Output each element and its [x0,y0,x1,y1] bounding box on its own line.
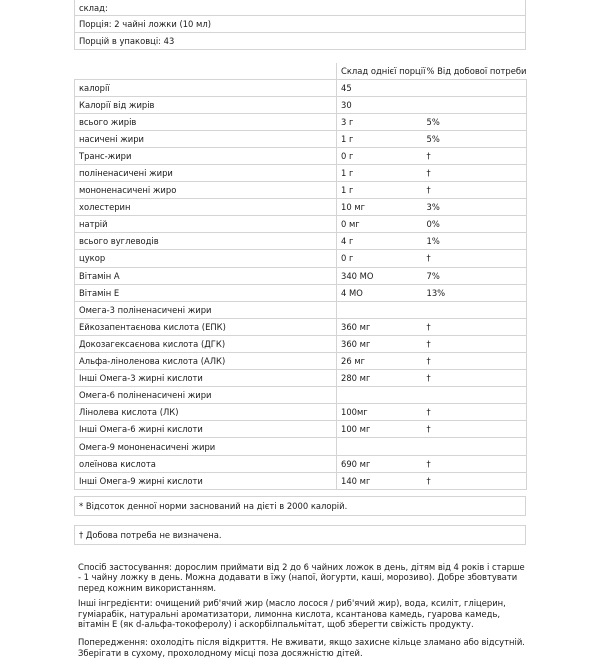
nutrient-amount: 0 мг [337,216,423,233]
nutrient-name: Альфа-ліноленова кислота (АЛК) [75,353,337,370]
table-row [75,233,527,250]
nutrient-name: Транс-жири [75,147,337,164]
nutrient-amount: 0 г [337,250,423,267]
group-title: Омега-6 поліненасичені жири [75,387,337,404]
daily-value-column-header: % Від добової потреби [426,65,527,76]
nutrient-daily-value: 0% [423,216,527,233]
nutrition-table [74,63,527,490]
nutrient-daily-value: † [423,370,527,387]
nutrient-name: Докозагексаєнова кислота (ДГК) [75,335,337,352]
nutrient-name: Інші Омега-6 жирні кислоти [75,421,337,438]
table-row [75,250,527,267]
nutrient-amount: 3 г [337,113,423,130]
nutrient-daily-value: † [423,164,527,181]
table-group-row [75,438,527,455]
nutrient-amount: 4 г [337,233,423,250]
table-row [75,164,527,181]
nutrient-amount: 30 [337,96,423,113]
table-group-row [75,387,527,404]
other-ingredients-paragraph: Інші інгредієнти: очищений риб'ячий жир (масло лосося / риб'ячий жир), вода, ксиліт, гліцерин, гуміарабік, натуральні ароматизатори, лимонна кислота, ксантанова камедь, гуарова камедь, вітамін Е (як d-альфа-токоферолу) і аскорбілпальмітат, щоб зберегти свіжість продукту. [78,597,506,630]
nutrient-name: Інші Омега-9 жирні кислоти [75,472,337,489]
nutrient-daily-value: 5% [423,113,527,130]
table-row [75,421,527,438]
group-title: Омега-3 поліненасичені жири [75,301,337,318]
nutrient-daily-value: † [423,353,527,370]
nutrient-amount: 10 мг [337,199,423,216]
nutrient-amount: 100 мг [337,421,423,438]
nutrient-daily-value: 5% [423,130,527,147]
nutrient-amount: 0 г [337,147,423,164]
nutrient-amount: 1 г [337,164,423,181]
nutrient-amount: 26 мг [337,353,423,370]
nutrient-daily-value: † [423,250,527,267]
table-header-row [75,63,527,79]
nutrient-daily-value: † [423,147,527,164]
nutrient-name: цукор [75,250,337,267]
nutrient-amount: 4 МО [337,284,423,301]
nutrient-amount: 360 мг [337,335,423,352]
table-row [75,199,527,216]
nutrient-name: Вітамін А [75,267,337,284]
nutrient-name: калорії [75,79,337,96]
serving-size-row: Порція: 2 чайні ложки (10 мл) [74,16,526,33]
nutrient-daily-value: † [423,318,527,335]
not-established-note: † Добова потреба не визначена. [74,525,526,545]
nutrient-daily-value: 1% [423,233,527,250]
supplement-facts-page [74,0,526,658]
table-row [75,79,527,96]
table-group-row [75,301,527,318]
nutrient-amount: 690 мг [337,455,423,472]
composition-label: склад: [74,0,526,16]
nutrient-daily-value [423,96,527,113]
table-row [75,130,527,147]
warning-paragraph: Попередження: охолодіть після відкриття. Не вживати, якщо захисне кільце зламано або відсутній. Зберігати в сухому, прохолодному місці поза досяжністю дітей. [78,636,525,658]
nutrient-name: насичені жири [75,130,337,147]
nutrient-daily-value: † [423,472,527,489]
nutrient-name: всього вуглеводів [75,233,337,250]
nutrient-amount: 1 г [337,182,423,199]
nutrient-daily-value: † [423,421,527,438]
nutrient-daily-value [423,79,527,96]
table-row [75,404,527,421]
nutrient-name: Інші Омега-3 жирні кислоти [75,370,337,387]
servings-per-container-row: Порцій в упаковці: 43 [74,33,526,50]
table-row [75,182,527,199]
nutrient-amount: 360 мг [337,318,423,335]
nutrient-name: мононенасичені жиро [75,182,337,199]
nutrient-amount: 340 МО [337,267,423,284]
table-row [75,370,527,387]
nutrient-name: Лінолева кислота (ЛК) [75,404,337,421]
table-row [75,335,527,352]
nutrient-name: Ейкозапентаєнова кислота (ЕПК) [75,318,337,335]
table-row [75,113,527,130]
table-row [75,472,527,489]
daily-value-note: * Відсоток денної норми заснований на дієті в 2000 калорій. [74,496,526,516]
nutrient-amount: 280 мг [337,370,423,387]
nutrient-daily-value: † [423,182,527,199]
nutrient-name: поліненасичені жири [75,164,337,181]
nutrient-daily-value: 13% [423,284,527,301]
nutrient-amount: 140 мг [337,472,423,489]
nutrient-amount: 100мг [337,404,423,421]
table-row [75,284,527,301]
nutrient-daily-value: † [423,404,527,421]
nutrient-amount: 45 [337,79,423,96]
nutrient-name: Вітамін Е [75,284,337,301]
table-row [75,96,527,113]
nutrient-daily-value: † [423,455,527,472]
nutrient-name: олеїнова кислота [75,455,337,472]
nutrient-name: Калорії від жирів [75,96,337,113]
nutrient-amount: 1 г [337,130,423,147]
table-row [75,455,527,472]
table-row [75,147,527,164]
table-row [75,216,527,233]
nutrient-name: натрій [75,216,337,233]
nutrient-daily-value: 7% [423,267,527,284]
nutrient-name: всього жирів [75,113,337,130]
nutrient-daily-value: † [423,335,527,352]
table-row [75,267,527,284]
table-row [75,353,527,370]
nutrient-daily-value: 3% [423,199,527,216]
nutrient-name: холестерин [75,199,337,216]
amount-column-header: Склад однієї порції [341,65,426,76]
group-title: Омега-9 мононенасичені жири [75,438,337,455]
table-row [75,318,527,335]
usage-paragraph: Спосіб застосування: дорослим приймати від 2 до 6 чайних ложок в день, дітям від 4 років і старше - 1 чайну ложку в день. Можна додавати в їжу (напої, йогурти, каші, морозиво). Добре збовтувати перед кожним використанням. [78,561,525,594]
